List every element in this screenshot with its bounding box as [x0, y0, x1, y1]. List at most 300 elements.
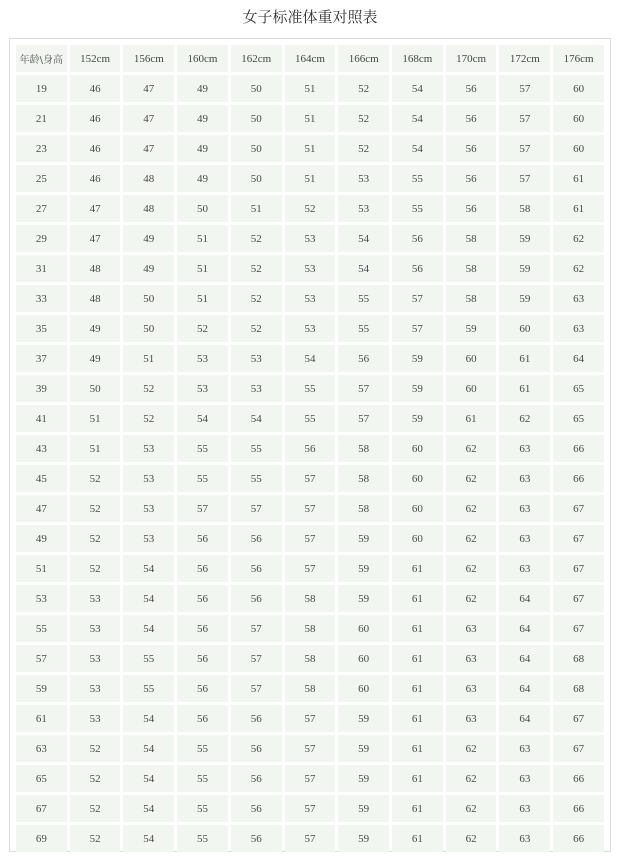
weight-cell: 58	[338, 465, 389, 492]
weight-cell: 61	[392, 615, 443, 642]
weight-cell: 55	[177, 435, 228, 462]
weight-cell: 56	[231, 825, 282, 852]
weight-cell: 64	[499, 615, 550, 642]
weight-cell: 54	[338, 225, 389, 252]
weight-cell: 50	[177, 195, 228, 222]
weight-cell: 62	[446, 555, 497, 582]
weight-cell: 53	[231, 375, 282, 402]
weight-cell: 54	[285, 345, 336, 372]
weight-cell: 60	[338, 675, 389, 702]
weight-cell: 56	[446, 165, 497, 192]
weight-cell: 50	[231, 105, 282, 132]
table-row	[16, 315, 604, 342]
age-cell: 67	[16, 795, 67, 822]
weight-cell: 63	[499, 825, 550, 852]
weight-cell: 48	[70, 255, 121, 282]
table-row	[16, 105, 604, 132]
weight-cell: 49	[177, 165, 228, 192]
weight-cell: 57	[499, 165, 550, 192]
height-header: 176cm	[553, 45, 604, 72]
weight-cell: 58	[285, 615, 336, 642]
weight-cell: 55	[177, 795, 228, 822]
weight-cell: 62	[446, 765, 497, 792]
weight-cell: 57	[338, 405, 389, 432]
weight-cell: 50	[231, 165, 282, 192]
weight-cell: 52	[70, 825, 121, 852]
weight-cell: 56	[177, 525, 228, 552]
weight-cell: 53	[231, 345, 282, 372]
weight-cell: 54	[231, 405, 282, 432]
weight-cell: 56	[177, 675, 228, 702]
weight-cell: 56	[446, 195, 497, 222]
age-cell: 25	[16, 165, 67, 192]
weight-cell: 66	[553, 825, 604, 852]
weight-cell: 62	[553, 255, 604, 282]
table-row	[16, 285, 604, 312]
weight-cell: 67	[553, 585, 604, 612]
weight-cell: 61	[392, 795, 443, 822]
weight-cell: 53	[70, 675, 121, 702]
weight-cell: 62	[446, 795, 497, 822]
age-cell: 37	[16, 345, 67, 372]
weight-cell: 52	[70, 735, 121, 762]
age-cell: 21	[16, 105, 67, 132]
weight-cell: 57	[285, 465, 336, 492]
weight-cell: 59	[338, 555, 389, 582]
table-body	[16, 75, 604, 852]
height-header: 152cm	[70, 45, 121, 72]
weight-cell: 49	[177, 135, 228, 162]
weight-cell: 51	[177, 285, 228, 312]
weight-cell: 56	[285, 435, 336, 462]
weight-cell: 57	[231, 675, 282, 702]
weight-cell: 54	[392, 105, 443, 132]
weight-cell: 63	[499, 765, 550, 792]
weight-cell: 61	[392, 825, 443, 852]
weight-cell: 49	[177, 75, 228, 102]
weight-cell: 63	[499, 465, 550, 492]
weight-cell: 63	[499, 495, 550, 522]
weight-cell: 52	[177, 315, 228, 342]
weight-cell: 55	[338, 285, 389, 312]
age-cell: 47	[16, 495, 67, 522]
age-cell: 65	[16, 765, 67, 792]
weight-cell: 58	[446, 225, 497, 252]
table-row	[16, 375, 604, 402]
weight-cell: 53	[285, 285, 336, 312]
weight-cell: 57	[231, 495, 282, 522]
weight-cell: 52	[70, 465, 121, 492]
table-row	[16, 735, 604, 762]
age-cell: 19	[16, 75, 67, 102]
weight-cell: 53	[123, 525, 174, 552]
table-row	[16, 255, 604, 282]
weight-cell: 51	[70, 435, 121, 462]
weight-cell: 52	[231, 255, 282, 282]
weight-cell: 62	[446, 735, 497, 762]
table-row	[16, 435, 604, 462]
table-row	[16, 615, 604, 642]
weight-cell: 62	[446, 525, 497, 552]
table-row	[16, 525, 604, 552]
weight-cell: 60	[446, 375, 497, 402]
weight-cell: 68	[553, 675, 604, 702]
weight-cell: 48	[70, 285, 121, 312]
weight-cell: 59	[338, 585, 389, 612]
weight-cell: 56	[177, 555, 228, 582]
weight-cell: 52	[70, 525, 121, 552]
weight-cell: 56	[231, 525, 282, 552]
weight-cell: 54	[392, 135, 443, 162]
weight-cell: 47	[123, 135, 174, 162]
weight-cell: 56	[177, 645, 228, 672]
weight-cell: 64	[499, 675, 550, 702]
weight-cell: 56	[231, 735, 282, 762]
weight-cell: 55	[177, 735, 228, 762]
weight-cell: 63	[499, 435, 550, 462]
weight-cell: 55	[177, 825, 228, 852]
height-header: 172cm	[499, 45, 550, 72]
table-row	[16, 195, 604, 222]
table-row	[16, 585, 604, 612]
weight-cell: 63	[499, 525, 550, 552]
weight-cell: 59	[499, 285, 550, 312]
weight-cell: 57	[392, 315, 443, 342]
weight-cell: 50	[123, 315, 174, 342]
table-row	[16, 765, 604, 792]
weight-cell: 55	[231, 435, 282, 462]
weight-cell: 57	[231, 645, 282, 672]
weight-cell: 64	[499, 645, 550, 672]
table-row	[16, 675, 604, 702]
weight-cell: 60	[553, 75, 604, 102]
weight-cell: 55	[392, 165, 443, 192]
weight-cell: 56	[231, 585, 282, 612]
weight-cell: 60	[553, 135, 604, 162]
weight-cell: 53	[177, 375, 228, 402]
table-row	[16, 345, 604, 372]
weight-cell: 64	[553, 345, 604, 372]
weight-cell: 63	[499, 795, 550, 822]
weight-cell: 68	[553, 645, 604, 672]
weight-cell: 53	[123, 465, 174, 492]
table-row	[16, 555, 604, 582]
weight-cell: 52	[338, 75, 389, 102]
weight-cell: 52	[123, 375, 174, 402]
weight-cell: 63	[553, 315, 604, 342]
weight-cell: 62	[499, 405, 550, 432]
weight-cell: 59	[338, 825, 389, 852]
weight-cell: 62	[446, 435, 497, 462]
weight-cell: 47	[123, 75, 174, 102]
weight-cell: 59	[338, 795, 389, 822]
weight-cell: 58	[285, 585, 336, 612]
table-row	[16, 225, 604, 252]
age-cell: 61	[16, 705, 67, 732]
weight-cell: 59	[446, 315, 497, 342]
weight-cell: 52	[231, 225, 282, 252]
weight-cell: 54	[123, 795, 174, 822]
weight-cell: 59	[338, 705, 389, 732]
age-cell: 39	[16, 375, 67, 402]
weight-cell: 60	[446, 345, 497, 372]
weight-cell: 63	[499, 555, 550, 582]
weight-cell: 54	[123, 585, 174, 612]
weight-cell: 58	[338, 435, 389, 462]
table-row	[16, 465, 604, 492]
weight-cell: 67	[553, 495, 604, 522]
weight-cell: 53	[285, 225, 336, 252]
table-row	[16, 795, 604, 822]
weight-cell: 55	[285, 375, 336, 402]
weight-cell: 59	[392, 345, 443, 372]
weight-cell: 63	[553, 285, 604, 312]
weight-cell: 65	[553, 405, 604, 432]
weight-cell: 51	[285, 75, 336, 102]
table-row	[16, 825, 604, 852]
weight-cell: 57	[499, 135, 550, 162]
weight-cell: 51	[285, 135, 336, 162]
age-cell: 43	[16, 435, 67, 462]
weight-cell: 61	[499, 345, 550, 372]
weight-cell: 56	[446, 135, 497, 162]
weight-cell: 61	[392, 735, 443, 762]
weight-cell: 56	[446, 75, 497, 102]
weight-cell: 59	[338, 525, 389, 552]
age-cell: 69	[16, 825, 67, 852]
weight-cell: 66	[553, 795, 604, 822]
weight-cell: 53	[70, 615, 121, 642]
weight-cell: 59	[338, 735, 389, 762]
height-header: 160cm	[177, 45, 228, 72]
weight-cell: 66	[553, 765, 604, 792]
weight-cell: 64	[499, 585, 550, 612]
weight-cell: 62	[553, 225, 604, 252]
weight-cell: 67	[553, 615, 604, 642]
age-cell: 49	[16, 525, 67, 552]
weight-cell: 62	[446, 825, 497, 852]
weight-cell: 59	[499, 255, 550, 282]
weight-cell: 54	[338, 255, 389, 282]
weight-cell: 66	[553, 435, 604, 462]
weight-cell: 63	[446, 645, 497, 672]
age-cell: 27	[16, 195, 67, 222]
weight-cell: 53	[123, 435, 174, 462]
weight-cell: 46	[70, 135, 121, 162]
weight-cell: 52	[338, 135, 389, 162]
age-cell: 59	[16, 675, 67, 702]
weight-cell: 59	[499, 225, 550, 252]
weight-cell: 59	[338, 765, 389, 792]
corner-header: 年龄\身高	[16, 45, 67, 72]
weight-cell: 46	[70, 165, 121, 192]
weight-cell: 54	[177, 405, 228, 432]
weight-cell: 55	[392, 195, 443, 222]
weight-cell: 54	[123, 825, 174, 852]
table-row	[16, 135, 604, 162]
weight-cell: 52	[70, 795, 121, 822]
weight-cell: 61	[392, 705, 443, 732]
weight-cell: 53	[70, 645, 121, 672]
age-cell: 53	[16, 585, 67, 612]
weight-cell: 57	[285, 495, 336, 522]
weight-cell: 54	[123, 615, 174, 642]
weight-cell: 66	[553, 465, 604, 492]
weight-cell: 57	[392, 285, 443, 312]
weight-cell: 56	[231, 795, 282, 822]
weight-cell: 52	[231, 315, 282, 342]
weight-cell: 56	[392, 225, 443, 252]
weight-cell: 63	[446, 615, 497, 642]
weight-cell: 58	[285, 675, 336, 702]
weight-cell: 56	[177, 615, 228, 642]
weight-cell: 50	[70, 375, 121, 402]
weight-cell: 63	[446, 705, 497, 732]
weight-cell: 63	[499, 735, 550, 762]
weight-cell: 52	[70, 495, 121, 522]
weight-cell: 53	[338, 165, 389, 192]
weight-cell: 58	[338, 495, 389, 522]
weight-cell: 56	[338, 345, 389, 372]
weight-cell: 57	[285, 825, 336, 852]
age-cell: 31	[16, 255, 67, 282]
weight-cell: 56	[231, 705, 282, 732]
page-title: 女子标准体重对照表	[242, 8, 378, 26]
weight-cell: 67	[553, 735, 604, 762]
age-cell: 63	[16, 735, 67, 762]
weight-cell: 57	[231, 615, 282, 642]
weight-cell: 58	[285, 645, 336, 672]
weight-cell: 46	[70, 75, 121, 102]
weight-cell: 60	[553, 105, 604, 132]
weight-cell: 60	[499, 315, 550, 342]
weight-cell: 56	[231, 555, 282, 582]
weight-cell: 53	[285, 315, 336, 342]
weight-cell: 51	[177, 225, 228, 252]
height-header: 166cm	[338, 45, 389, 72]
weight-cell: 62	[446, 585, 497, 612]
weight-cell: 56	[231, 765, 282, 792]
table-row	[16, 165, 604, 192]
weight-cell: 47	[70, 225, 121, 252]
weight-cell: 59	[392, 405, 443, 432]
age-cell: 41	[16, 405, 67, 432]
weight-cell: 60	[338, 645, 389, 672]
weight-cell: 53	[70, 705, 121, 732]
age-cell: 23	[16, 135, 67, 162]
weight-cell: 47	[70, 195, 121, 222]
height-header: 156cm	[123, 45, 174, 72]
weight-cell: 60	[392, 495, 443, 522]
weight-cell: 49	[177, 105, 228, 132]
weight-cell: 52	[123, 405, 174, 432]
weight-cell: 51	[285, 105, 336, 132]
weight-cell: 53	[285, 255, 336, 282]
height-header: 162cm	[231, 45, 282, 72]
weight-cell: 49	[70, 315, 121, 342]
weight-cell: 47	[123, 105, 174, 132]
height-header: 168cm	[392, 45, 443, 72]
weight-cell: 57	[499, 105, 550, 132]
weight-cell: 53	[338, 195, 389, 222]
weight-cell: 55	[177, 765, 228, 792]
age-cell: 45	[16, 465, 67, 492]
weight-cell: 52	[338, 105, 389, 132]
weight-cell: 56	[177, 705, 228, 732]
weight-cell: 48	[123, 165, 174, 192]
weight-cell: 51	[123, 345, 174, 372]
weight-cell: 55	[231, 465, 282, 492]
weight-cell: 50	[231, 75, 282, 102]
weight-cell: 55	[177, 465, 228, 492]
table-row	[16, 495, 604, 522]
weight-cell: 53	[177, 345, 228, 372]
weight-cell: 60	[392, 435, 443, 462]
weight-cell: 56	[177, 585, 228, 612]
weight-cell: 55	[123, 675, 174, 702]
weight-cell: 57	[499, 75, 550, 102]
height-header: 164cm	[285, 45, 336, 72]
weight-cell: 62	[446, 465, 497, 492]
weight-cell: 61	[392, 585, 443, 612]
age-cell: 51	[16, 555, 67, 582]
weight-cell: 61	[392, 645, 443, 672]
weight-cell: 60	[392, 465, 443, 492]
table-row	[16, 405, 604, 432]
weight-cell: 57	[285, 705, 336, 732]
weight-cell: 63	[446, 675, 497, 702]
table-row	[16, 75, 604, 102]
age-cell: 29	[16, 225, 67, 252]
weight-cell: 49	[123, 255, 174, 282]
weight-cell: 52	[70, 555, 121, 582]
age-cell: 57	[16, 645, 67, 672]
weight-cell: 57	[285, 765, 336, 792]
weight-cell: 55	[123, 645, 174, 672]
weight-cell: 60	[392, 525, 443, 552]
weight-cell: 56	[446, 105, 497, 132]
weight-cell: 67	[553, 555, 604, 582]
weight-cell: 54	[123, 555, 174, 582]
weight-cell: 57	[285, 555, 336, 582]
weight-cell: 51	[231, 195, 282, 222]
weight-cell: 62	[446, 495, 497, 522]
weight-cell: 64	[499, 705, 550, 732]
weight-cell: 52	[70, 765, 121, 792]
weight-cell: 61	[446, 405, 497, 432]
age-cell: 35	[16, 315, 67, 342]
weight-cell: 67	[553, 705, 604, 732]
weight-cell: 60	[338, 615, 389, 642]
weight-cell: 46	[70, 105, 121, 132]
weight-cell: 49	[123, 225, 174, 252]
weight-cell: 56	[392, 255, 443, 282]
weight-cell: 53	[70, 585, 121, 612]
weight-cell: 51	[285, 165, 336, 192]
weight-cell: 50	[123, 285, 174, 312]
weight-cell: 54	[123, 765, 174, 792]
weight-cell: 57	[285, 735, 336, 762]
weight-cell: 57	[285, 795, 336, 822]
weight-cell: 51	[177, 255, 228, 282]
weight-cell: 54	[392, 75, 443, 102]
weight-cell: 57	[285, 525, 336, 552]
weight-cell: 61	[392, 765, 443, 792]
weight-cell: 53	[123, 495, 174, 522]
table-header-row	[16, 45, 604, 72]
weight-cell: 50	[231, 135, 282, 162]
weight-cell: 48	[123, 195, 174, 222]
